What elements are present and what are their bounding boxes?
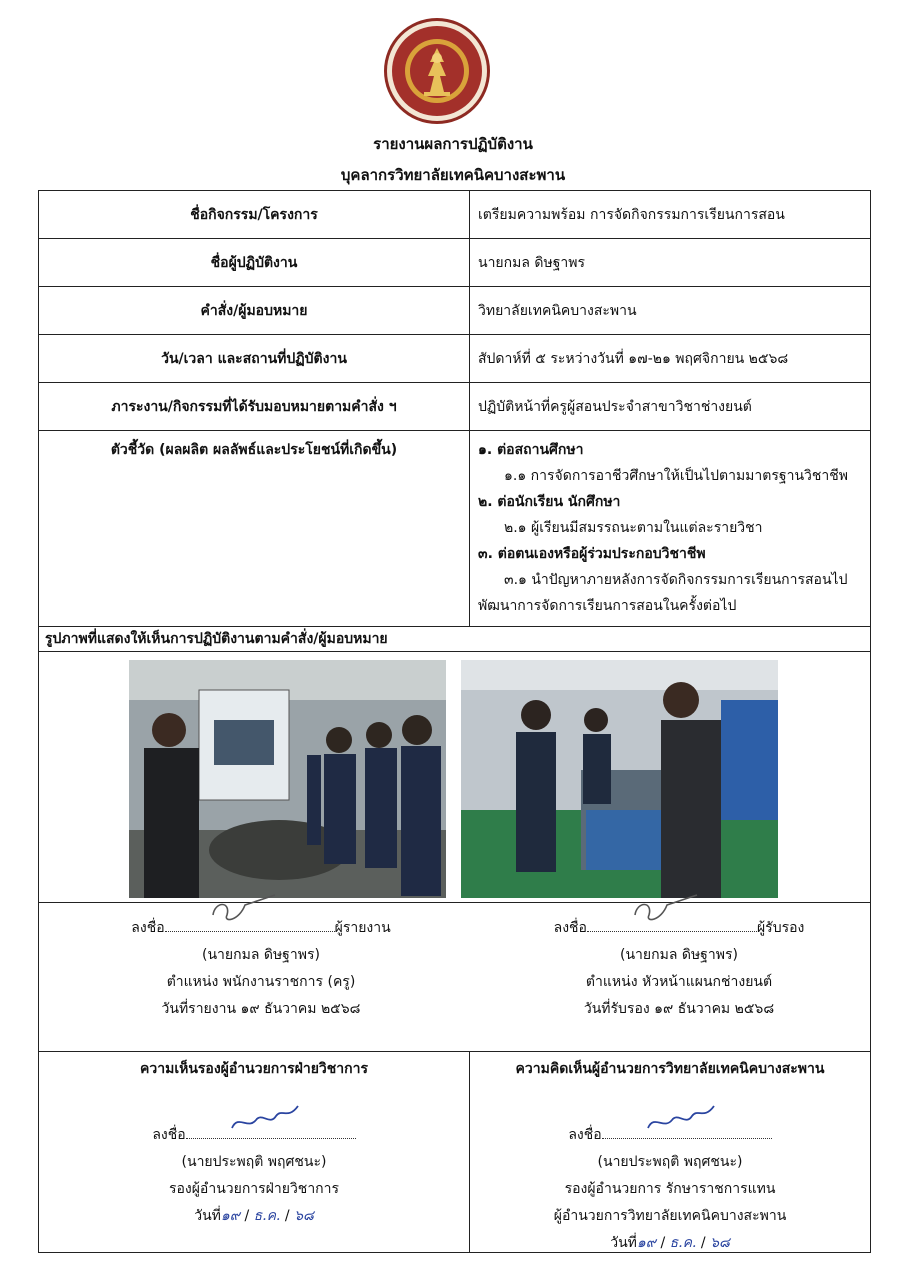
label-order-assigner: คำสั่ง/ผู้มอบหมาย <box>39 287 470 335</box>
indicator-heading-3: ๓. ต่อตนเองหรือผู้ร่วมประกอบวิชาชีพ <box>478 546 706 562</box>
reporter-signature <box>165 915 335 932</box>
label-assigned-task: ภาระงาน/กิจกรรมที่ได้รับมอบหมายตามคำสั่ง ฯ <box>39 383 470 431</box>
indicator-item-3-1: ๓.๑ นำปัญหาภายหลังการจัดกิจกรรมการเรียนการสอนไป <box>504 572 848 588</box>
director-date-prefix: วันที่ <box>610 1235 637 1251</box>
deputy-date-day: ๑๙ <box>220 1208 241 1224</box>
value-activity-name: เตรียมความพร้อม การจัดกิจกรรมการเรียนการสอน <box>470 191 871 239</box>
deputy-date-year: ๖๘ <box>294 1208 314 1224</box>
value-assigned-task: ปฏิบัติหน้าที่ครูผู้สอนประจำสาขาวิชาช่างยนต์ <box>470 383 871 431</box>
director-signature <box>602 1122 772 1139</box>
director-opinion-title: ความคิดเห็นผู้อำนวยการวิทยาลัยเทคนิคบางสะพาน <box>515 1061 825 1077</box>
label-activity-name: ชื่อกิจกรรม/โครงการ <box>39 191 470 239</box>
report-subtitle: บุคลากรวิทยาลัยเทคนิคบางสะพาน <box>340 166 566 184</box>
indicators-content <box>470 431 871 627</box>
certifier-position: ตำแหน่ง หัวหน้าแผนกช่างยนต์ <box>585 974 773 990</box>
deputy-sign-prefix: ลงชื่อ <box>152 1127 186 1143</box>
director-position-1: รองผู้อำนวยการ รักษาราชการแทน <box>564 1181 776 1197</box>
row-photos-heading <box>39 627 871 652</box>
indicator-heading-1: ๑. ต่อสถานศึกษา <box>478 442 584 458</box>
college-seal-logo <box>382 16 492 126</box>
director-opinion-body: ลงชื่อ (นายประพฤติ พฤศชนะ) รองผู้อำนวยการ รักษาราชการแทน ผู้อำนวยการวิทยาลัยเทคนิคบางสะพาน วันที่๑๙ / ธ.ค. / ๖๘ <box>470 1122 870 1257</box>
certifier-date: วันที่รับรอง ๑๙ ธันวาคม ๒๕๖๘ <box>583 1001 775 1017</box>
label-indicators: ตัวชี้วัด (ผลผลิต ผลลัพธ์และประโยชน์ที่เกิดขึ้น) <box>39 431 470 627</box>
deputy-position: รองผู้อำนวยการฝ่ายวิชาการ <box>168 1181 340 1197</box>
row-indicators <box>39 431 871 627</box>
report-table <box>38 190 871 1253</box>
row-assigned-task <box>39 383 871 431</box>
deputy-signature <box>186 1122 356 1139</box>
director-position-2: ผู้อำนวยการวิทยาลัยเทคนิคบางสะพาน <box>553 1208 787 1224</box>
row-signatures <box>39 903 871 1052</box>
label-performer-name: ชื่อผู้ปฏิบัติงาน <box>39 239 470 287</box>
indicator-item-2-1: ๒.๑ ผู้เรียนมีสมรรถนะตามในแต่ละรายวิชา <box>504 520 763 536</box>
director-name: (นายประพฤติ พฤศชนะ) <box>597 1154 743 1170</box>
photos-heading: รูปภาพที่แสดงให้เห็นการปฏิบัติงานตามคำสั่ง/ผู้มอบหมาย <box>39 627 871 652</box>
deputy-opinion-title: ความเห็นรองผู้อำนวยการฝ่ายวิชาการ <box>140 1061 368 1077</box>
reporter-position: ตำแหน่ง พนักงานราชการ (ครู) <box>166 974 356 990</box>
certifier-signature <box>587 915 757 932</box>
reporter-date: วันที่รายงาน ๑๙ ธันวาคม ๒๕๖๘ <box>161 1001 361 1017</box>
certifier-role: ผู้รับรอง <box>756 920 805 936</box>
row-date-place <box>39 335 871 383</box>
indicator-item-1-1: ๑.๑ การจัดการอาชีวศึกษาให้เป็นไปตามมาตรฐานวิชาชีพ <box>504 468 848 484</box>
reporter-name: (นายกมล ดิษฐาพร) <box>202 947 320 963</box>
reporter-role: ผู้รายงาน <box>334 920 391 936</box>
row-photos <box>39 652 871 903</box>
deputy-opinion-cell <box>39 1052 470 1253</box>
value-date-place: สัปดาห์ที่ ๕ ระหว่างวันที่ ๑๗-๒๑ พฤศจิกายน ๒๕๖๘ <box>470 335 871 383</box>
photos-cell <box>39 652 871 903</box>
director-date-day: ๑๙ <box>636 1235 657 1251</box>
reporter-sign-prefix: ลงชื่อ <box>131 920 165 936</box>
report-title: รายงานผลการปฏิบัติงาน <box>373 135 533 153</box>
indicator-item-3-1-cont: พัฒนาการจัดการเรียนการสอนในครั้งต่อไป <box>478 598 737 614</box>
row-activity-name <box>39 191 871 239</box>
director-opinion-cell <box>470 1052 871 1253</box>
row-order-assigner <box>39 287 871 335</box>
row-performer-name <box>39 239 871 287</box>
director-sign-prefix: ลงชื่อ <box>568 1127 602 1143</box>
director-date-month: ธ.ค. <box>669 1235 697 1251</box>
indicator-heading-2: ๒. ต่อนักเรียน นักศึกษา <box>478 494 621 510</box>
certifier-name: (นายกมล ดิษฐาพร) <box>620 947 738 963</box>
value-order-assigner: วิทยาลัยเทคนิคบางสะพาน <box>470 287 871 335</box>
deputy-date-prefix: วันที่ <box>194 1208 221 1224</box>
workshop-photo-2 <box>461 660 778 898</box>
row-opinions <box>39 1052 871 1253</box>
reporter-signature-block <box>61 915 461 1023</box>
value-performer-name: นายกมล ดิษฐาพร <box>470 239 871 287</box>
deputy-opinion-body: ลงชื่อ (นายประพฤติ พฤศชนะ) รองผู้อำนวยการฝ่ายวิชาการ วันที่๑๙ / ธ.ค. / ๖๘ <box>39 1122 469 1230</box>
director-date-year: ๖๘ <box>710 1235 730 1251</box>
deputy-name: (นายประพฤติ พฤศชนะ) <box>181 1154 327 1170</box>
certifier-sign-prefix: ลงชื่อ <box>553 920 587 936</box>
certifier-signature-block <box>479 915 879 1023</box>
workshop-photo-1 <box>129 660 446 898</box>
deputy-date-month: ธ.ค. <box>253 1208 281 1224</box>
label-date-place: วัน/เวลา และสถานที่ปฏิบัติงาน <box>39 335 470 383</box>
signatures-cell <box>39 903 871 1052</box>
